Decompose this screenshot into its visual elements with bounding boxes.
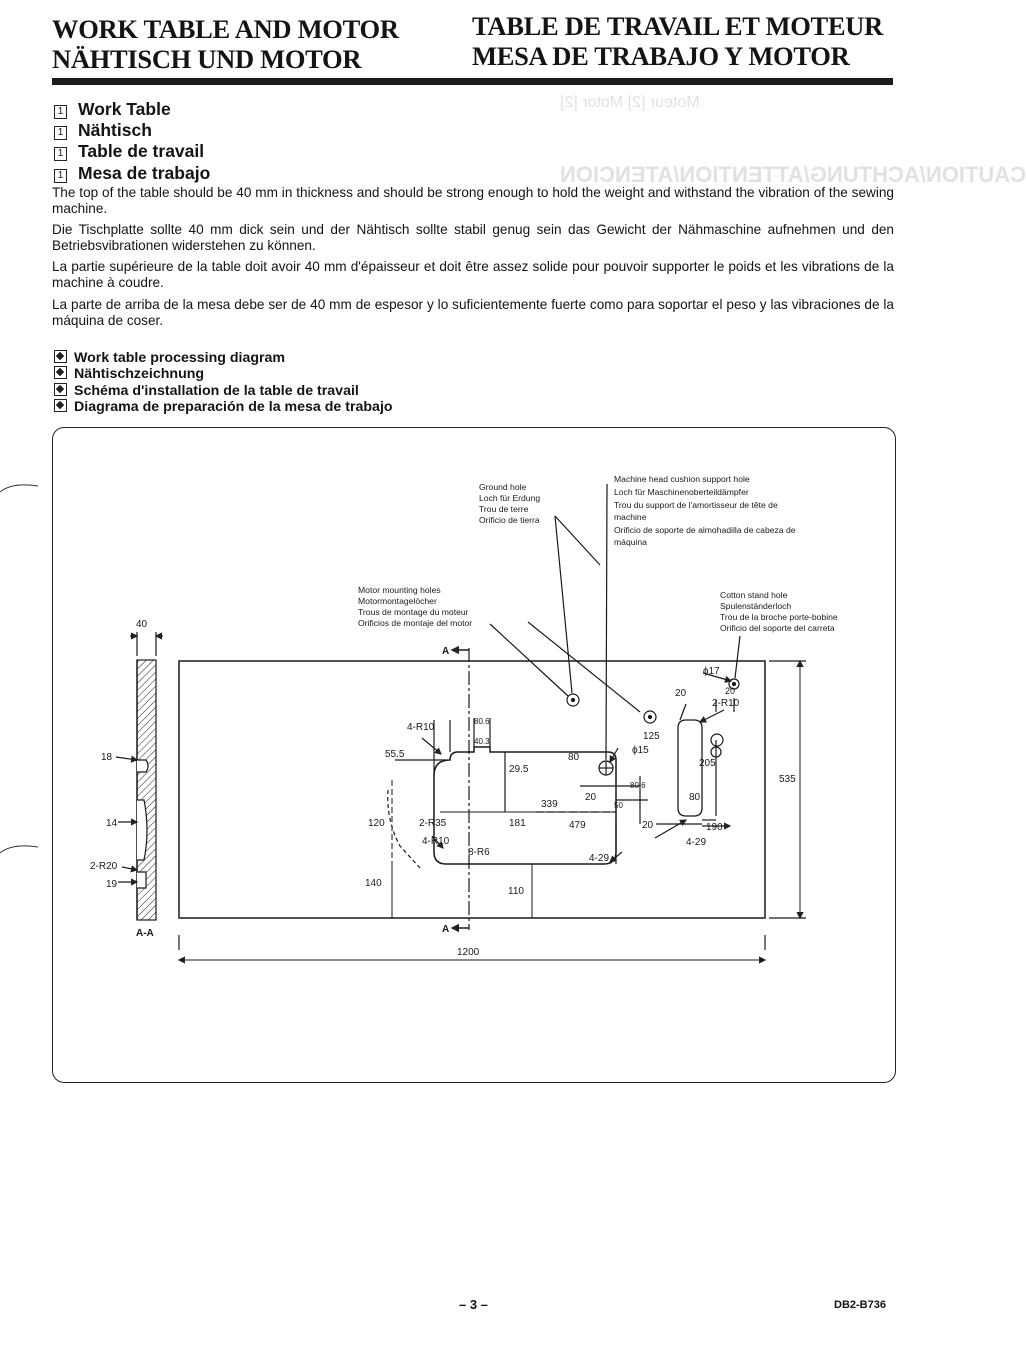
dim-4-r10-bottom: 4-R10 [422, 836, 450, 847]
dim-4-29-a: 4-29 [686, 837, 707, 848]
header-title-fr: TABLE DE TRAVAIL ET MOTEUR [472, 11, 883, 41]
dim-120: 120 [368, 818, 385, 829]
dim-18: 18 [101, 752, 113, 763]
dim-190: 190 [706, 822, 723, 833]
dim-20-b: 20 [675, 688, 687, 699]
dim-80-a: 80 [568, 752, 580, 763]
section-heading-fr: 1 Table de travail [54, 141, 210, 162]
dim-4-r10-top: 4-R10 [407, 722, 435, 733]
header-title-es: MESA DE TRABAJO Y MOTOR [472, 41, 850, 71]
dim-14: 14 [106, 818, 118, 829]
dim-20-a: 20 [585, 792, 597, 803]
section-aa-label: A-A [136, 928, 154, 939]
diagram-title-de: Nähtischzeichnung [54, 366, 393, 382]
dimension-labels [90, 619, 796, 958]
diagram-title-es: Diagrama de preparación de la mesa de trabajo [54, 399, 393, 415]
dim-535: 535 [779, 774, 796, 785]
dim-339: 339 [541, 799, 558, 810]
section-number-box: 1 [54, 147, 67, 161]
callout-motor-holes: Motor mounting holes Motormontagelöcher Trous de montage du moteur Orificios de montaje del motor [358, 585, 473, 628]
dim-4-29-b: 4-29 [589, 853, 610, 864]
document-code: DB2-B736 [834, 1299, 886, 1311]
section-number-box: 1 [54, 105, 67, 119]
dim-110: 110 [508, 886, 524, 897]
bleed-through-text: Moteur [2] Motor [2] [560, 94, 700, 111]
dim-140: 140 [365, 878, 382, 889]
section-marker-a-bottom: A [442, 924, 450, 935]
diagram-title-en: Work table processing diagram [54, 350, 393, 366]
paragraph-en: The top of the table should be 40 mm in thickness and should be strong enough to hold the weight and withstand the vibration of the sewing machine. [52, 185, 894, 217]
dim-181: 181 [509, 818, 526, 829]
binder-mark [0, 485, 38, 492]
dim-2-r35: 2-R35 [419, 818, 447, 829]
header-title-en: WORK TABLE AND MOTOR [52, 14, 399, 44]
callout-head-cushion: Machine head cushion support hole Loch für Maschinenoberteildämpfer Trou du support de l'amortisseur de tête de machine Orificio de soporte de almohadilla de cabeza de máquina [614, 474, 796, 547]
dim-50: 50 [614, 801, 623, 810]
bleed-through-text: CAUTION/ACHTUNG/ATTENTION/ATENCION [560, 162, 1026, 187]
dim-80-6-top: 80.6 [474, 717, 490, 726]
paragraph-es: La parte de arriba de la mesa debe ser de 40 mm de espesor y lo suficientemente fuerte como para soportar el peso y las vibraciones de la máquina de coser. [52, 297, 894, 329]
section-heading-en: 1 Work Table [54, 99, 210, 120]
dim-1200: 1200 [457, 947, 480, 958]
section-marker-a-top: A [442, 646, 450, 657]
header-title-de: NÄHTISCH UND MOTOR [52, 44, 362, 74]
callout-ground-hole: Ground hole Loch für Erdung Trou de terre Orificio de tierra [479, 482, 541, 525]
dim-55-5: 55.5 [385, 749, 405, 760]
dim-phi17: ϕ17 [703, 666, 720, 677]
paragraph-fr: La partie supérieure de la table doit avoir 40 mm d'épaisseur et doit être assez solide pour pouvoir supporter le poids et les vibrations de la machine à coudre. [52, 259, 894, 291]
dim-40-3: 40.3 [474, 737, 490, 746]
dim-19: 19 [106, 879, 118, 890]
paragraph-de: Die Tischplatte sollte 40 mm dick sein und der Nähtisch sollte stabil genug sein das Gewicht der Nähmaschine aufnehmen und den Betriebsvibrationen widerstehen zu können. [52, 222, 894, 254]
binder-mark [0, 846, 38, 853]
dim-2-r20: 2-R20 [90, 861, 118, 872]
dim-125: 125 [643, 731, 660, 742]
dim-2-r10: 2-R10 [712, 698, 740, 709]
dim-80-b: 80 [689, 792, 701, 803]
callout-cotton-stand: Cotton stand hole Spulenständerloch Trou de la broche porte-bobine Orificio del soporte del carreta [720, 590, 838, 633]
section-number-box: 1 [54, 126, 67, 140]
section-heading-de: 1 Nähtisch [54, 120, 210, 141]
dim-phi15: ϕ15 [632, 745, 649, 756]
dim-20-c: 20 [642, 820, 654, 831]
table-top-outline [179, 661, 765, 918]
diagram-title-fr: Schéma d'installation de la table de travail [54, 383, 393, 399]
section-heading-es: 1 Mesa de trabajo [54, 163, 210, 184]
dim-40: 40 [136, 619, 148, 630]
dim-205: 205 [699, 758, 716, 769]
dim-8-r6: 8-R6 [468, 847, 490, 858]
section-number-box: 1 [54, 169, 67, 183]
dim-20-d: 20 [725, 686, 736, 696]
page-number: – 3 – [459, 1297, 488, 1312]
dim-29-5: 29.5 [509, 764, 529, 775]
dim-479: 479 [569, 820, 586, 831]
dim-80-6-bottom: 80.6 [630, 781, 646, 790]
section-aa-profile [116, 632, 163, 920]
callout-labels [358, 474, 838, 633]
